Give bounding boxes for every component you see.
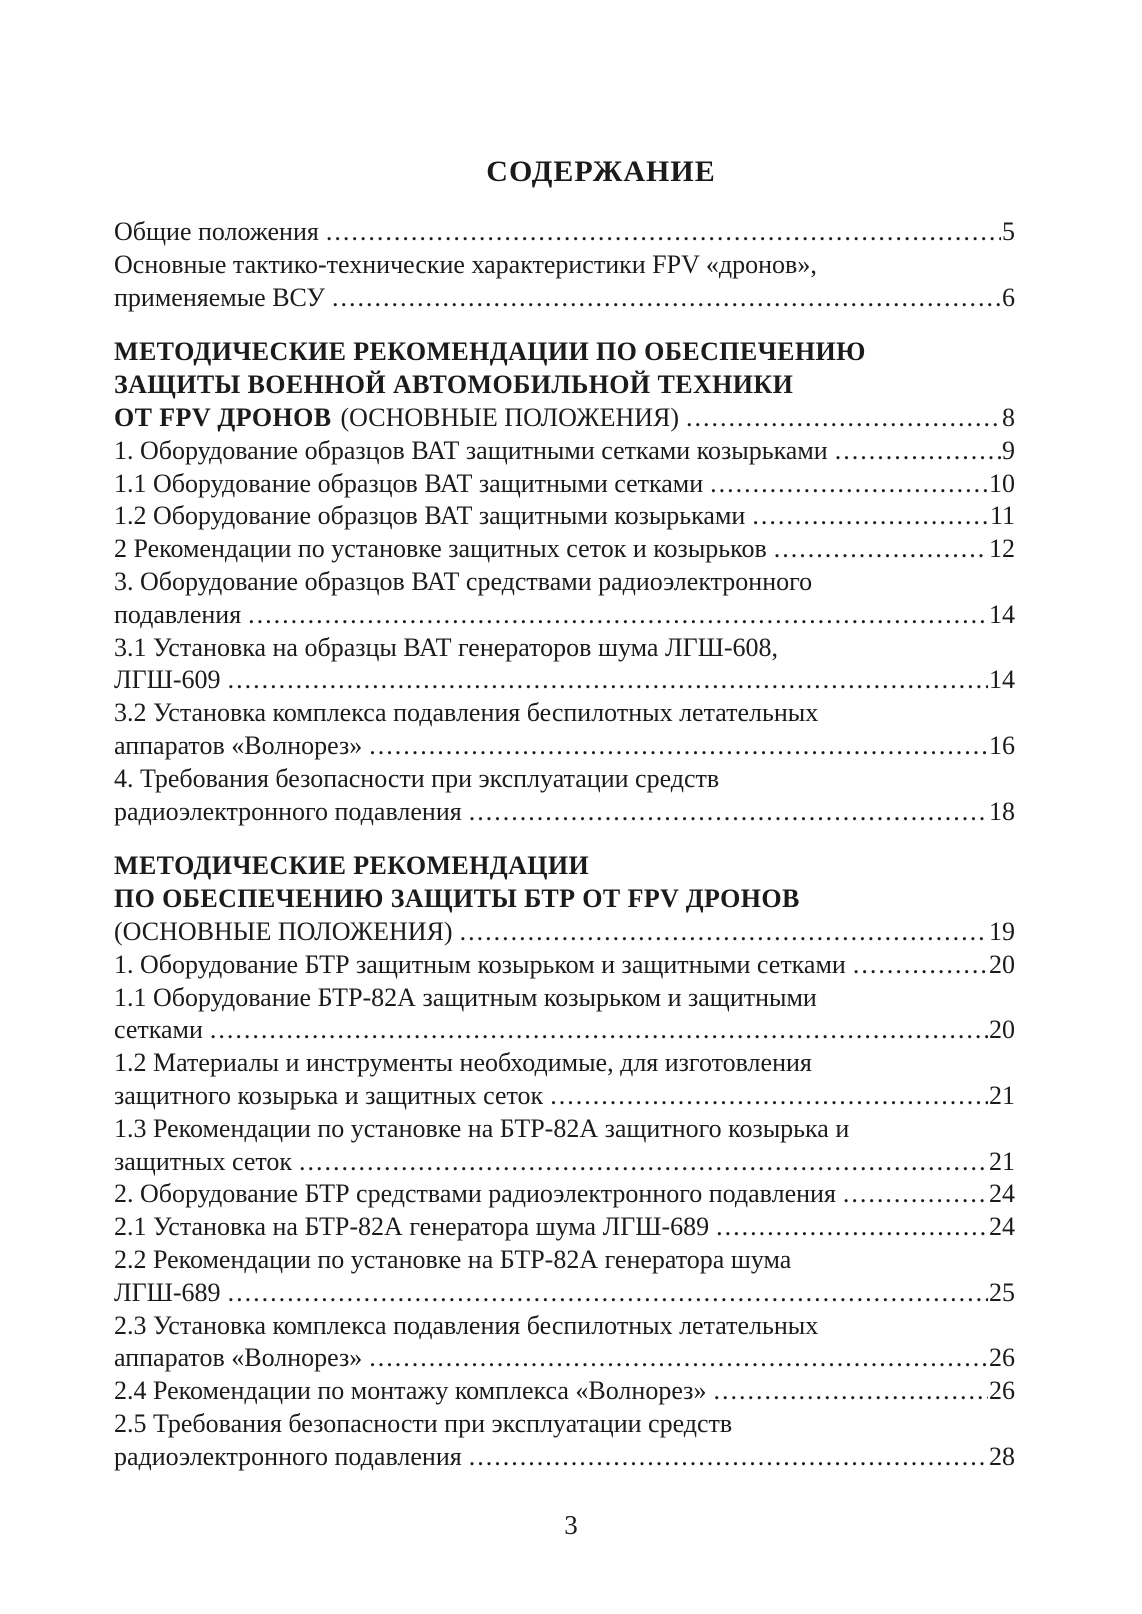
footer-page-number: 3	[564, 1510, 578, 1540]
dot-leader	[228, 1277, 988, 1310]
toc-line-text: 1. Оборудование образцов ВАТ защитными сетками козырьками	[114, 435, 828, 465]
toc-line	[114, 1408, 1015, 1441]
toc-list	[114, 216, 1015, 1473]
dot-leader	[248, 599, 988, 632]
toc-line-text: применяемые ВСУ	[114, 282, 325, 312]
toc-line	[114, 1211, 1015, 1244]
toc-line	[114, 1441, 1015, 1474]
toc-line-text: радиоэлектронного подавления	[114, 1441, 462, 1471]
toc-line-text: 2 Рекомендации по установке защитных сеток и козырьков	[114, 534, 767, 564]
toc-page-number: 26	[989, 1343, 1015, 1373]
dot-leader	[686, 402, 1001, 435]
toc-line-text: 3.2 Установка комплекса подавления беспилотных летательных	[114, 698, 819, 728]
toc-page-number: 20	[989, 1015, 1015, 1045]
dot-leader	[332, 282, 1001, 315]
dot-leader	[469, 1441, 988, 1474]
toc-line	[114, 1113, 1015, 1146]
toc-line-text: сетками	[114, 1015, 203, 1045]
dot-leader	[774, 533, 988, 566]
toc-line	[114, 1080, 1015, 1113]
toc-line	[114, 632, 1015, 665]
toc-page-number: 12	[989, 534, 1015, 564]
toc-page-number: 11	[989, 501, 1015, 531]
toc-line-text: 1. Оборудование БТР защитным козырьком и защитными сетками	[114, 949, 846, 979]
toc-line-text: аппаратов «Волнорез»	[114, 1343, 363, 1373]
toc-page-number: 24	[989, 1212, 1015, 1242]
toc-line	[114, 883, 1015, 916]
toc-line	[114, 850, 1015, 883]
dot-leader	[752, 500, 989, 533]
toc-line	[114, 916, 1015, 949]
toc-page-number: 28	[989, 1441, 1015, 1471]
toc-line	[114, 763, 1015, 796]
toc-page-number: 6	[1002, 282, 1015, 312]
toc-line	[114, 1342, 1015, 1375]
toc-line-text: Основные тактико-технические характеристики FPV «дронов»,	[114, 249, 817, 279]
toc-line-text: 1.2 Оборудование образцов ВАТ защитными козырьками	[114, 501, 746, 531]
toc-line	[114, 1146, 1015, 1179]
toc-line-text: радиоэлектронного подавления	[114, 796, 462, 826]
toc-line	[114, 216, 1015, 249]
toc-page-number: 20	[989, 949, 1015, 979]
toc-line	[114, 1310, 1015, 1343]
dot-leader	[369, 730, 988, 763]
toc-line	[114, 468, 1015, 501]
dot-leader	[835, 435, 1001, 468]
toc-page-number: 26	[989, 1376, 1015, 1406]
toc-page-number: 9	[1002, 435, 1015, 465]
toc-line	[114, 697, 1015, 730]
toc-line	[114, 369, 1015, 402]
toc-line-text: 2. Оборудование БТР средствами радиоэлектронного подавления	[114, 1179, 836, 1209]
toc-line	[114, 533, 1015, 566]
dot-leader	[550, 1080, 988, 1113]
toc-line-text: защитных сеток	[114, 1146, 293, 1176]
toc-line	[114, 336, 1015, 369]
toc-page-number: 25	[989, 1277, 1015, 1307]
toc-line	[114, 566, 1015, 599]
toc-line-text: аппаратов «Волнорез»	[114, 730, 363, 760]
dot-leader	[843, 1178, 988, 1211]
dot-leader	[460, 916, 988, 949]
toc-line	[114, 730, 1015, 763]
toc-line	[114, 1014, 1015, 1047]
toc-page-number: 21	[989, 1080, 1015, 1110]
dot-leader	[469, 796, 988, 829]
toc-line	[114, 664, 1015, 697]
toc-line-text: ЛГШ-609	[114, 665, 221, 695]
dot-leader	[716, 1211, 988, 1244]
toc-line-text: 2.3 Установка комплекса подавления беспилотных летательных	[114, 1310, 819, 1340]
toc-line-bold-text: ОТ FPV ДРОНОВ	[114, 402, 332, 432]
toc-line-text: 2.1 Установка на БТР-82А генератора шума ЛГШ-689	[114, 1212, 710, 1242]
toc-line-bold-text: МЕТОДИЧЕСКИЕ РЕКОМЕНДАЦИИ ПО ОБЕСПЕЧЕНИЮ	[114, 337, 866, 367]
toc-line-text: 2.5 Требования безопасности при эксплуатации средств	[114, 1408, 733, 1438]
toc-page-number: 19	[989, 916, 1015, 946]
dot-leader	[853, 949, 988, 982]
toc-page-number: 16	[989, 730, 1015, 760]
toc-line	[114, 500, 1015, 533]
toc-page-number: 10	[989, 468, 1015, 498]
toc-page-number: 14	[989, 599, 1015, 629]
toc-line-text: 1.1 Оборудование образцов ВАТ защитными сетками	[114, 468, 704, 498]
toc-page-number: 21	[989, 1146, 1015, 1176]
toc-line-text: 3.1 Установка на образцы ВАТ генераторов шума ЛГШ-608,	[114, 632, 778, 662]
toc-line	[114, 1047, 1015, 1080]
dot-leader	[326, 216, 1001, 249]
toc-line	[114, 1244, 1015, 1277]
toc-page-number: 8	[1002, 402, 1015, 432]
toc-line-text: 1.2 Материалы и инструменты необходимые, для изготовления	[114, 1048, 812, 1078]
toc-page-number: 14	[989, 665, 1015, 695]
toc-line	[114, 982, 1015, 1015]
toc-line	[114, 435, 1015, 468]
toc-line-text: (ОСНОВНЫЕ ПОЛОЖЕНИЯ)	[340, 402, 680, 432]
toc-line	[114, 1277, 1015, 1310]
toc-line	[114, 282, 1015, 315]
toc-line	[114, 1375, 1015, 1408]
toc-line-text: 3. Оборудование образцов ВАТ средствами радиоэлектронного	[114, 566, 813, 596]
toc-line-bold-text: ПО ОБЕСПЕЧЕНИЮ ЗАЩИТЫ БТР ОТ FPV ДРОНОВ	[114, 884, 800, 914]
toc-line-text: (ОСНОВНЫЕ ПОЛОЖЕНИЯ)	[114, 916, 453, 946]
toc-page-number: 5	[1002, 217, 1015, 246]
toc-line-text: 1.3 Рекомендации по установке на БТР-82А защитного козырька и	[114, 1113, 850, 1143]
dot-leader	[713, 1375, 988, 1408]
dot-leader	[210, 1014, 988, 1047]
toc-line-text: 2.2 Рекомендации по установке на БТР-82А генератора шума	[114, 1244, 792, 1274]
dot-leader	[369, 1342, 988, 1375]
toc-line-text: Общие положения	[114, 217, 319, 246]
toc-line	[114, 796, 1015, 829]
toc-page-number: 24	[989, 1179, 1015, 1209]
dot-leader	[299, 1146, 988, 1179]
toc-line	[114, 599, 1015, 632]
toc-line-text: ЛГШ-689	[114, 1277, 221, 1307]
toc-line-bold-text: МЕТОДИЧЕСКИЕ РЕКОМЕНДАЦИИ	[114, 851, 590, 881]
toc-line	[114, 949, 1015, 982]
toc-line-text: 1.1 Оборудование БТР-82А защитным козырьком и защитными	[114, 982, 817, 1012]
toc-line-text: подавления	[114, 599, 242, 629]
toc-line	[114, 402, 1015, 435]
toc-line-text: 4. Требования безопасности при эксплуатации средств	[114, 763, 720, 793]
toc-line-text: защитного козырька и защитных сеток	[114, 1080, 544, 1110]
toc-page-number: 18	[989, 796, 1015, 826]
toc-line	[114, 1178, 1015, 1211]
page-title: СОДЕРЖАНИЕ	[486, 155, 716, 188]
dot-leader	[710, 468, 988, 501]
toc-line	[114, 249, 1015, 282]
toc-line-bold-text: ЗАЩИТЫ ВОЕННОЙ АВТОМОБИЛЬНОЙ ТЕХНИКИ	[114, 370, 794, 400]
dot-leader	[228, 664, 988, 697]
toc-line-text: 2.4 Рекомендации по монтажу комплекса «Волнорез»	[114, 1376, 707, 1406]
